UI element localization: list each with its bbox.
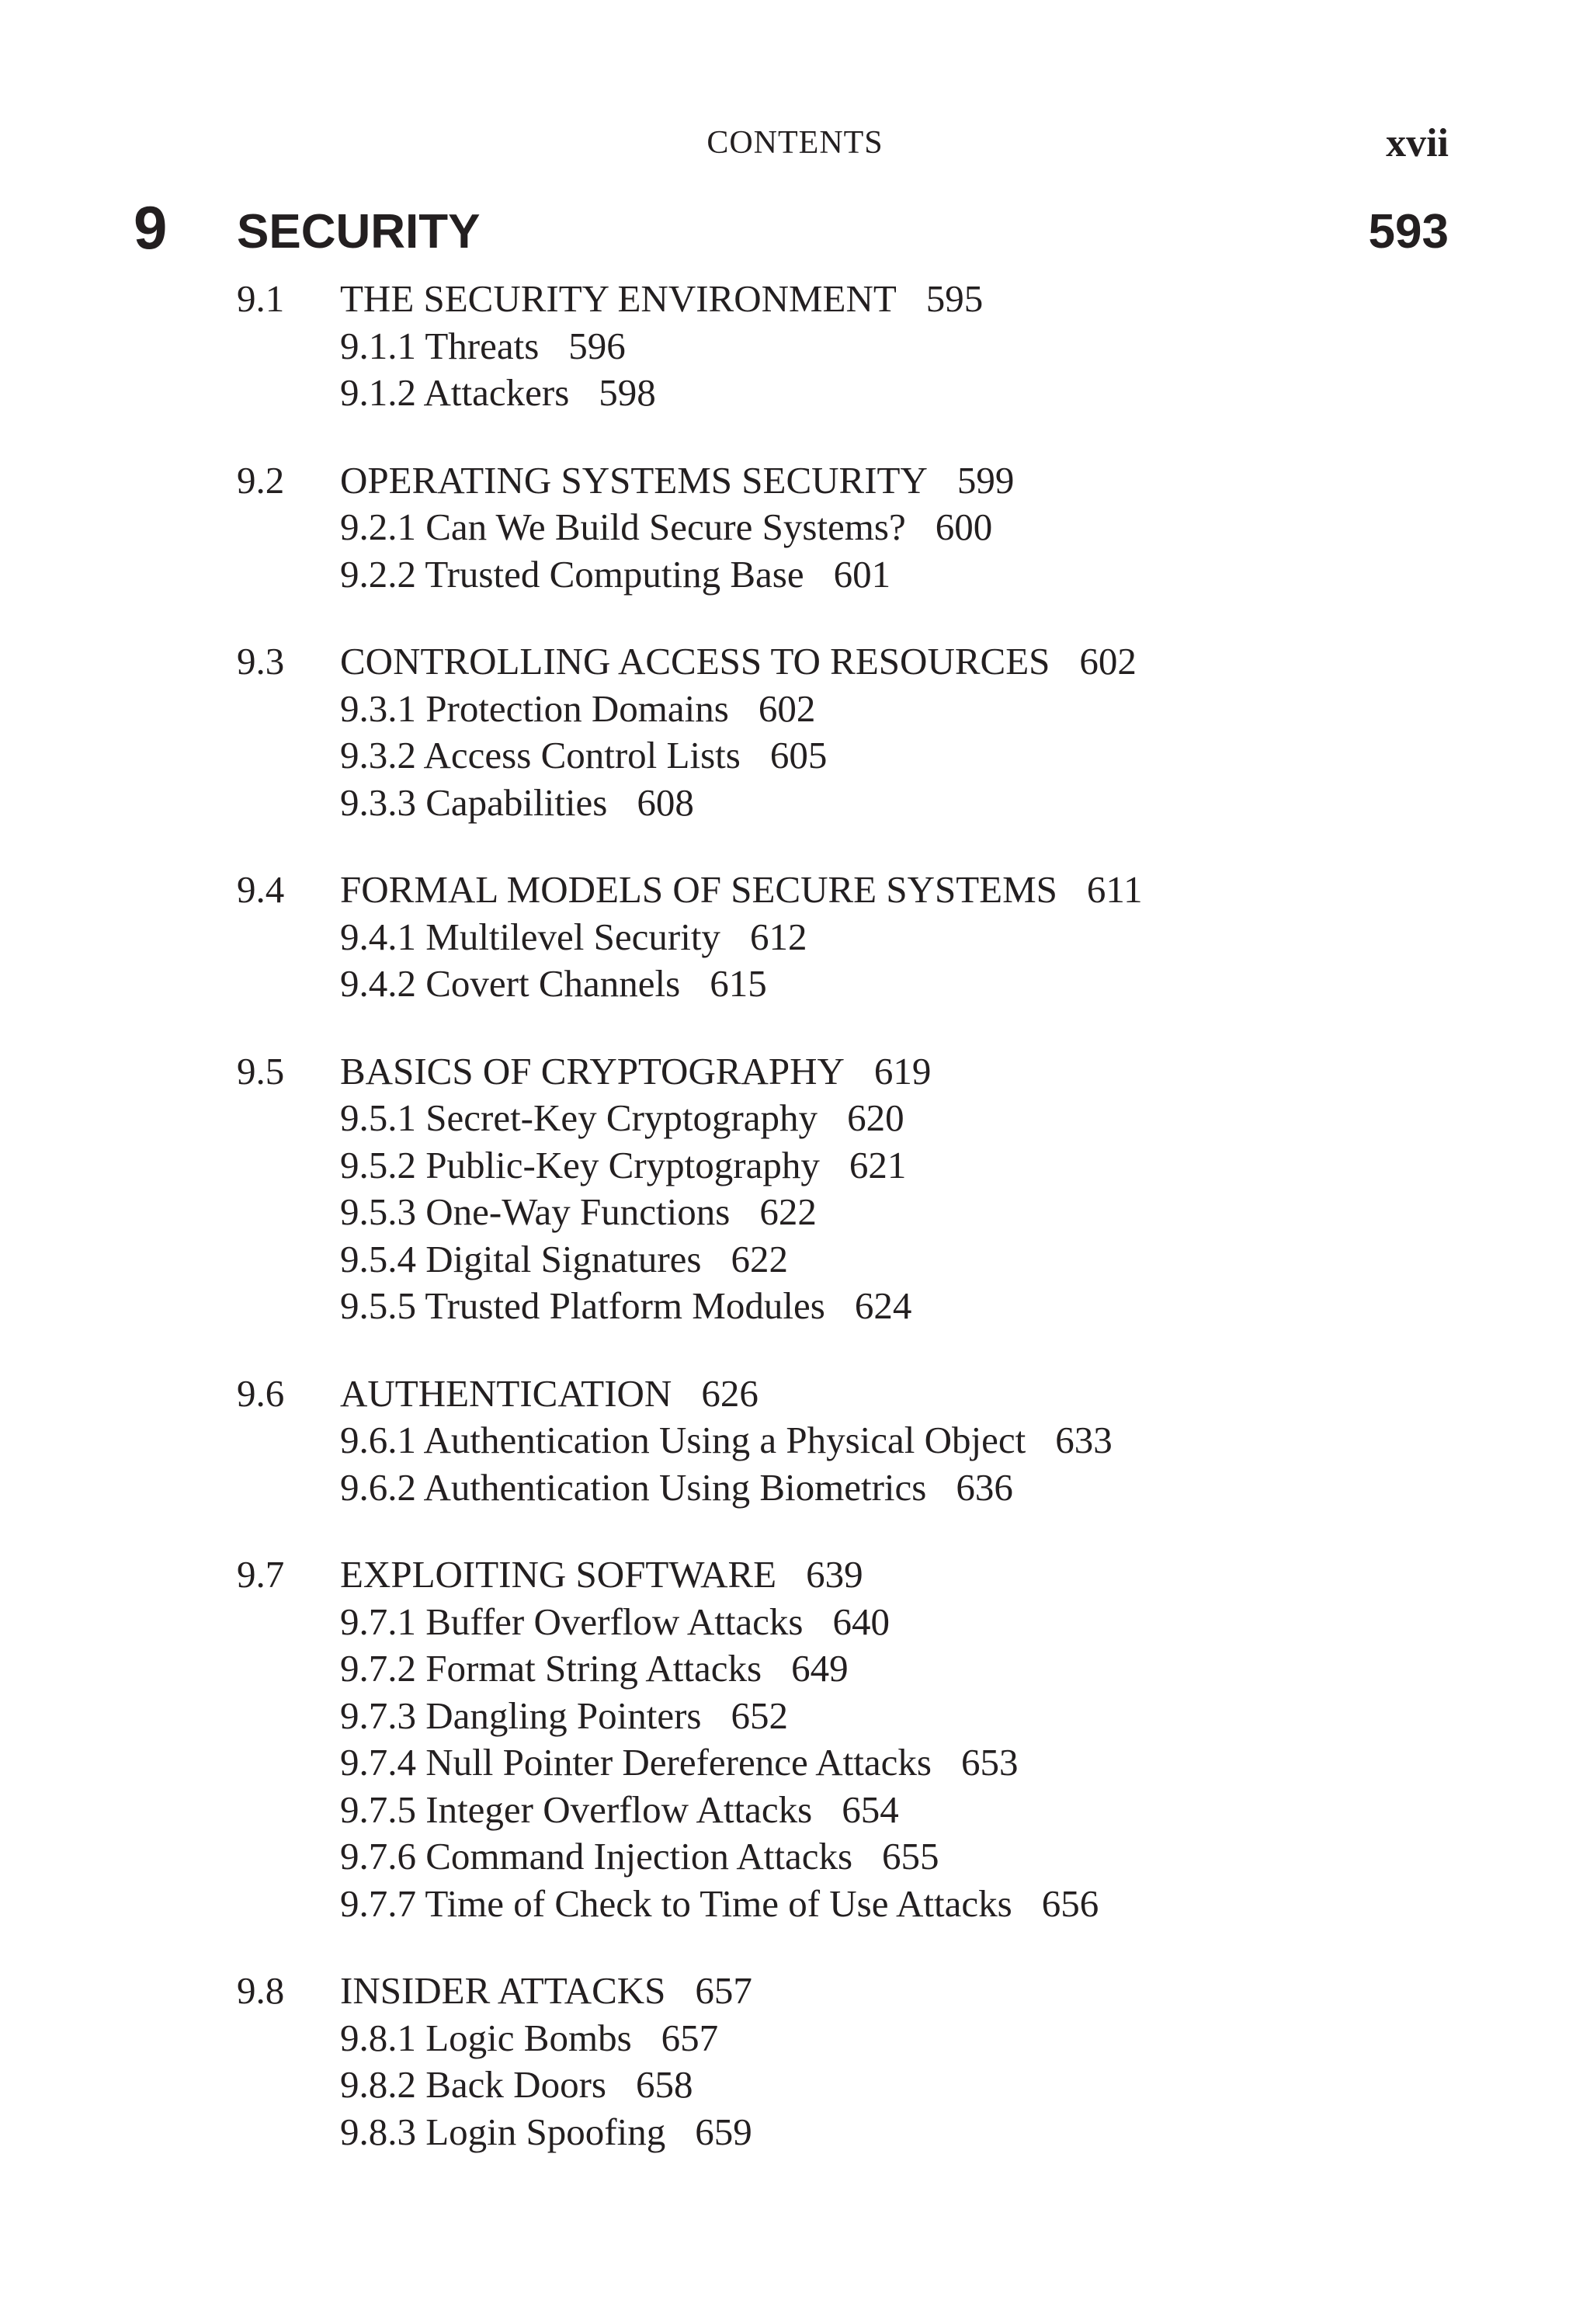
subsection-title: 9.6.2 Authentication Using Biometrics xyxy=(340,1465,927,1509)
subsection-title: 9.7.2 Format String Attacks xyxy=(340,1647,762,1690)
toc-section-heading[interactable] xyxy=(237,638,1448,686)
subsection-page: 596 xyxy=(568,324,626,367)
subsection-title: 9.7.7 Time of Check to Time of Use Attacks xyxy=(340,1881,1012,1925)
section-page: 599 xyxy=(956,458,1015,502)
chapter-page: 593 xyxy=(1368,205,1449,259)
toc-subsection[interactable] xyxy=(237,1142,1448,1190)
section-title: FORMAL MODELS OF SECURE SYSTEMS xyxy=(340,868,1057,911)
subsection-page: 608 xyxy=(637,780,694,824)
subsection-page: 652 xyxy=(731,1693,788,1737)
section-number: 9.1 xyxy=(237,277,285,320)
running-header: CONTENTS xyxy=(706,125,884,161)
section-number: 9.4 xyxy=(237,868,285,911)
toc-subsection[interactable] xyxy=(237,1283,1448,1330)
toc-subsection[interactable] xyxy=(237,1787,1448,1834)
section-title: INSIDER ATTACKS xyxy=(340,1969,666,2012)
subsection-title: 9.4.2 Covert Channels xyxy=(340,962,681,1005)
section-page: 626 xyxy=(701,1371,759,1415)
toc-subsection[interactable] xyxy=(237,370,1448,417)
subsection-page: 654 xyxy=(842,1787,899,1831)
toc-section xyxy=(237,1968,1448,2156)
subsection-title: 9.7.4 Null Pointer Dereference Attacks xyxy=(340,1741,932,1784)
subsection-title: 9.3.2 Access Control Lists xyxy=(340,734,741,776)
section-number: 9.3 xyxy=(237,640,285,683)
subsection-page: 649 xyxy=(791,1647,849,1690)
section-title: EXPLOITING SOFTWARE xyxy=(340,1553,777,1596)
toc-section-heading[interactable] xyxy=(237,1048,1448,1096)
section-title: THE SECURITY ENVIRONMENT xyxy=(340,277,897,320)
toc-subsection[interactable] xyxy=(237,1693,1448,1740)
section-page: 611 xyxy=(1086,868,1143,911)
toc-section-heading[interactable] xyxy=(237,1370,1448,1418)
section-title: BASICS OF CRYPTOGRAPHY xyxy=(340,1049,845,1093)
subsection-title: 9.8.1 Logic Bombs xyxy=(340,2016,632,2059)
subsection-page: 640 xyxy=(832,1600,890,1643)
toc-subsection[interactable] xyxy=(237,1464,1448,1512)
toc-section xyxy=(237,638,1448,826)
subsection-title: 9.7.1 Buffer Overflow Attacks xyxy=(340,1600,804,1643)
subsection-title: 9.7.3 Dangling Pointers xyxy=(340,1693,702,1737)
subsection-page: 658 xyxy=(635,2063,693,2106)
toc-subsection[interactable] xyxy=(237,551,1448,599)
section-number: 9.6 xyxy=(237,1371,285,1415)
toc-section xyxy=(237,1370,1448,1512)
subsection-title: 9.7.6 Command Injection Attacks xyxy=(340,1835,853,1878)
toc-subsection[interactable] xyxy=(237,1189,1448,1236)
section-number: 9.7 xyxy=(237,1553,285,1596)
subsection-title: 9.5.3 One-Way Functions xyxy=(340,1190,731,1233)
page-number: xvii xyxy=(1386,121,1449,165)
subsection-page: 615 xyxy=(710,962,767,1005)
section-title: CONTROLLING ACCESS TO RESOURCES xyxy=(340,640,1050,683)
section-page: 595 xyxy=(925,277,984,320)
toc-subsection[interactable] xyxy=(237,914,1448,961)
toc-subsection[interactable] xyxy=(237,2015,1448,2062)
toc-subsection[interactable] xyxy=(237,1739,1448,1787)
subsection-page: 600 xyxy=(935,505,993,548)
subsection-page: 659 xyxy=(695,2110,752,2153)
subsection-page: 601 xyxy=(833,552,891,596)
table-of-contents xyxy=(237,276,1448,2196)
subsection-title: 9.6.1 Authentication Using a Physical Object xyxy=(340,1419,1026,1461)
subsection-title: 9.5.2 Public-Key Cryptography xyxy=(340,1143,820,1186)
subsection-title: 9.4.1 Multilevel Security xyxy=(340,915,720,958)
section-page: 639 xyxy=(806,1553,863,1596)
subsection-page: 602 xyxy=(758,686,816,730)
toc-subsection[interactable] xyxy=(237,732,1448,780)
section-title: OPERATING SYSTEMS SECURITY xyxy=(340,458,928,502)
chapter-title: SECURITY xyxy=(237,205,481,259)
section-title: AUTHENTICATION xyxy=(340,1371,672,1415)
subsection-title: 9.3.1 Protection Domains xyxy=(340,686,729,730)
subsection-page: 612 xyxy=(749,915,807,958)
subsection-title: 9.8.3 Login Spoofing xyxy=(340,2110,666,2153)
toc-subsection[interactable] xyxy=(237,2109,1448,2156)
subsection-page: 657 xyxy=(661,2016,719,2059)
toc-section-heading[interactable] xyxy=(237,1968,1448,2015)
section-page: 619 xyxy=(873,1049,932,1093)
toc-subsection[interactable] xyxy=(237,1833,1448,1881)
toc-subsection[interactable] xyxy=(237,323,1448,370)
toc-section xyxy=(237,276,1448,417)
toc-subsection[interactable] xyxy=(237,504,1448,551)
toc-section-heading[interactable] xyxy=(237,867,1448,914)
section-number: 9.8 xyxy=(237,1969,285,2012)
subsection-title: 9.1.1 Threats xyxy=(340,324,540,367)
subsection-title: 9.2.2 Trusted Computing Base xyxy=(340,552,804,596)
toc-subsection[interactable] xyxy=(237,1645,1448,1693)
subsection-title: 9.5.4 Digital Signatures xyxy=(340,1237,702,1280)
subsection-page: 655 xyxy=(882,1835,939,1878)
subsection-page: 622 xyxy=(759,1190,817,1233)
subsection-page: 636 xyxy=(956,1465,1013,1509)
toc-subsection[interactable] xyxy=(237,1236,1448,1284)
subsection-page: 605 xyxy=(769,734,828,776)
toc-section-heading[interactable] xyxy=(237,276,1448,323)
toc-subsection[interactable] xyxy=(237,1417,1448,1464)
toc-subsection[interactable] xyxy=(237,1881,1448,1928)
subsection-page: 653 xyxy=(960,1741,1019,1784)
toc-section xyxy=(237,867,1448,1008)
subsection-page: 620 xyxy=(847,1096,904,1139)
toc-subsection[interactable] xyxy=(237,1599,1448,1646)
toc-subsection[interactable] xyxy=(237,686,1448,733)
toc-subsection[interactable] xyxy=(237,780,1448,827)
toc-section xyxy=(237,1048,1448,1330)
subsection-title: 9.5.1 Secret-Key Cryptography xyxy=(340,1096,818,1139)
toc-subsection[interactable] xyxy=(237,2062,1448,2109)
subsection-title: 9.3.3 Capabilities xyxy=(340,780,608,824)
section-number: 9.2 xyxy=(237,458,285,502)
subsection-page: 656 xyxy=(1041,1881,1099,1925)
subsection-page: 633 xyxy=(1055,1419,1113,1461)
subsection-title: 9.8.2 Back Doors xyxy=(340,2063,606,2106)
section-page: 602 xyxy=(1079,640,1137,683)
toc-section-heading[interactable] xyxy=(237,1551,1448,1599)
section-page: 657 xyxy=(695,1969,752,2012)
toc-subsection[interactable] xyxy=(237,961,1448,1008)
subsection-page: 621 xyxy=(849,1143,907,1186)
chapter-number: 9 xyxy=(134,193,168,262)
subsection-title: 9.1.2 Attackers xyxy=(340,371,570,414)
subsection-title: 9.5.5 Trusted Platform Modules xyxy=(340,1284,825,1327)
toc-section xyxy=(237,1551,1448,1927)
subsection-title: 9.7.5 Integer Overflow Attacks xyxy=(340,1787,813,1831)
subsection-title: 9.2.1 Can We Build Secure Systems? xyxy=(340,505,906,548)
subsection-page: 598 xyxy=(599,371,656,414)
toc-section-heading[interactable] xyxy=(237,457,1448,505)
subsection-page: 624 xyxy=(854,1284,912,1327)
toc-subsection[interactable] xyxy=(237,1095,1448,1142)
subsection-page: 622 xyxy=(731,1237,788,1280)
toc-section xyxy=(237,457,1448,599)
section-number: 9.5 xyxy=(237,1049,285,1093)
